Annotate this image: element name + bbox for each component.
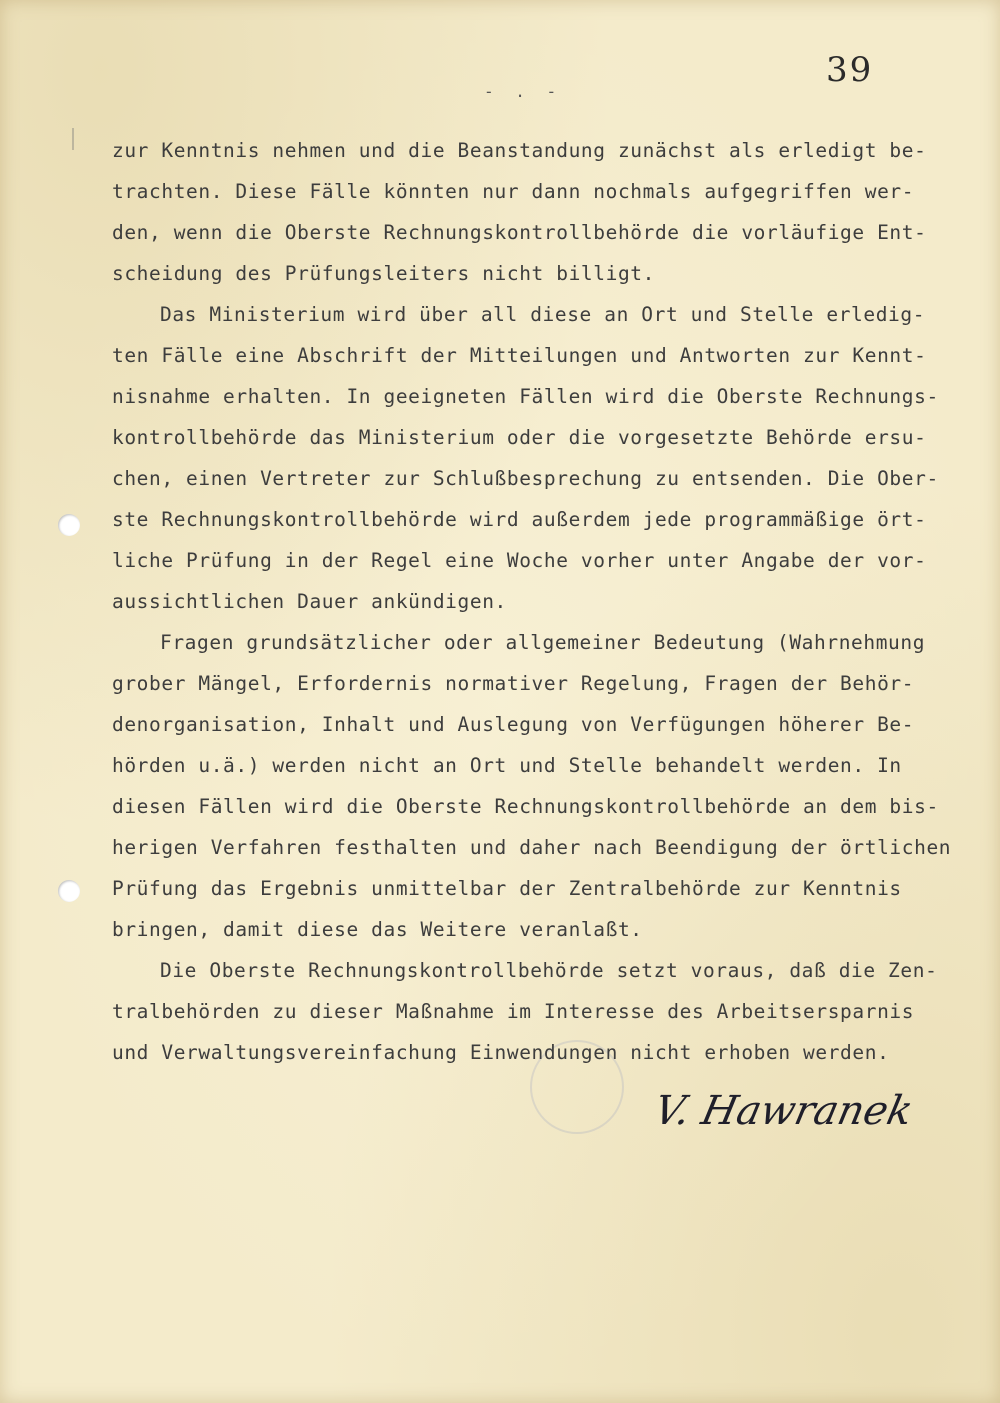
margin-mark	[72, 128, 74, 150]
text-line: hörden u.ä.) werden nicht an Ort und Stelle behandelt werden. In	[112, 754, 902, 777]
signature: V. Hawranek	[650, 1088, 917, 1134]
text-line: aussichtlichen Dauer ankündigen.	[112, 590, 507, 613]
text-line: zur Kenntnis nehmen und die Beanstandung zunächst als erledigt be-	[112, 139, 927, 162]
text-line: ten Fälle eine Abschrift der Mitteilungen und Antworten zur Kennt-	[112, 344, 927, 367]
text-line: scheidung des Prüfungsleiters nicht billigt.	[112, 262, 655, 285]
text-line: liche Prüfung in der Regel eine Woche vorher unter Angabe der vor-	[112, 549, 927, 572]
text-line: Fragen grundsätzlicher oder allgemeiner Bedeutung (Wahrnehmung	[160, 631, 926, 654]
punch-hole-top	[58, 514, 80, 536]
text-line: Prüfung das Ergebnis unmittelbar der Zentralbehörde zur Kenntnis	[112, 877, 902, 900]
text-line: denorganisation, Inhalt und Auslegung von Verfügungen höherer Be-	[112, 713, 915, 736]
page-marker: - . -	[484, 82, 563, 101]
punch-hole-bottom	[58, 880, 80, 902]
text-line: trachten. Diese Fälle könnten nur dann nochmals aufgegriffen wer-	[112, 180, 915, 203]
text-line: kontrollbehörde das Ministerium oder die vorgesetzte Behörde ersu-	[112, 426, 927, 449]
text-line: Das Ministerium wird über all diese an Ort und Stelle erledig-	[160, 303, 926, 326]
text-line: bringen, damit diese das Weitere veranlaßt.	[112, 918, 643, 941]
text-line: herigen Verfahren festhalten und daher nach Beendigung der örtlichen	[112, 836, 952, 859]
text-line: tralbehörden zu dieser Maßnahme im Interesse des Arbeitsersparnis	[112, 1000, 915, 1023]
text-line: Die Oberste Rechnungskontrollbehörde setzt voraus, daß die Zen-	[160, 959, 938, 982]
text-line: den, wenn die Oberste Rechnungskontrollbehörde die vorläufige Ent-	[112, 221, 927, 244]
page-number: 39	[826, 50, 874, 90]
text-line: chen, einen Vertreter zur Schlußbesprechung zu entsenden. Die Ober-	[112, 467, 939, 490]
text-line: diesen Fällen wird die Oberste Rechnungskontrollbehörde an dem bis-	[112, 795, 939, 818]
text-line: nisnahme erhalten. In geeigneten Fällen wird die Oberste Rechnungs-	[112, 385, 939, 408]
text-line: grober Mängel, Erfordernis normativer Regelung, Fragen der Behör-	[112, 672, 915, 695]
text-line: und Verwaltungsvereinfachung Einwendungen nicht erhoben werden.	[112, 1041, 890, 1064]
text-line: ste Rechnungskontrollbehörde wird außerdem jede programmäßige ört-	[112, 508, 927, 531]
